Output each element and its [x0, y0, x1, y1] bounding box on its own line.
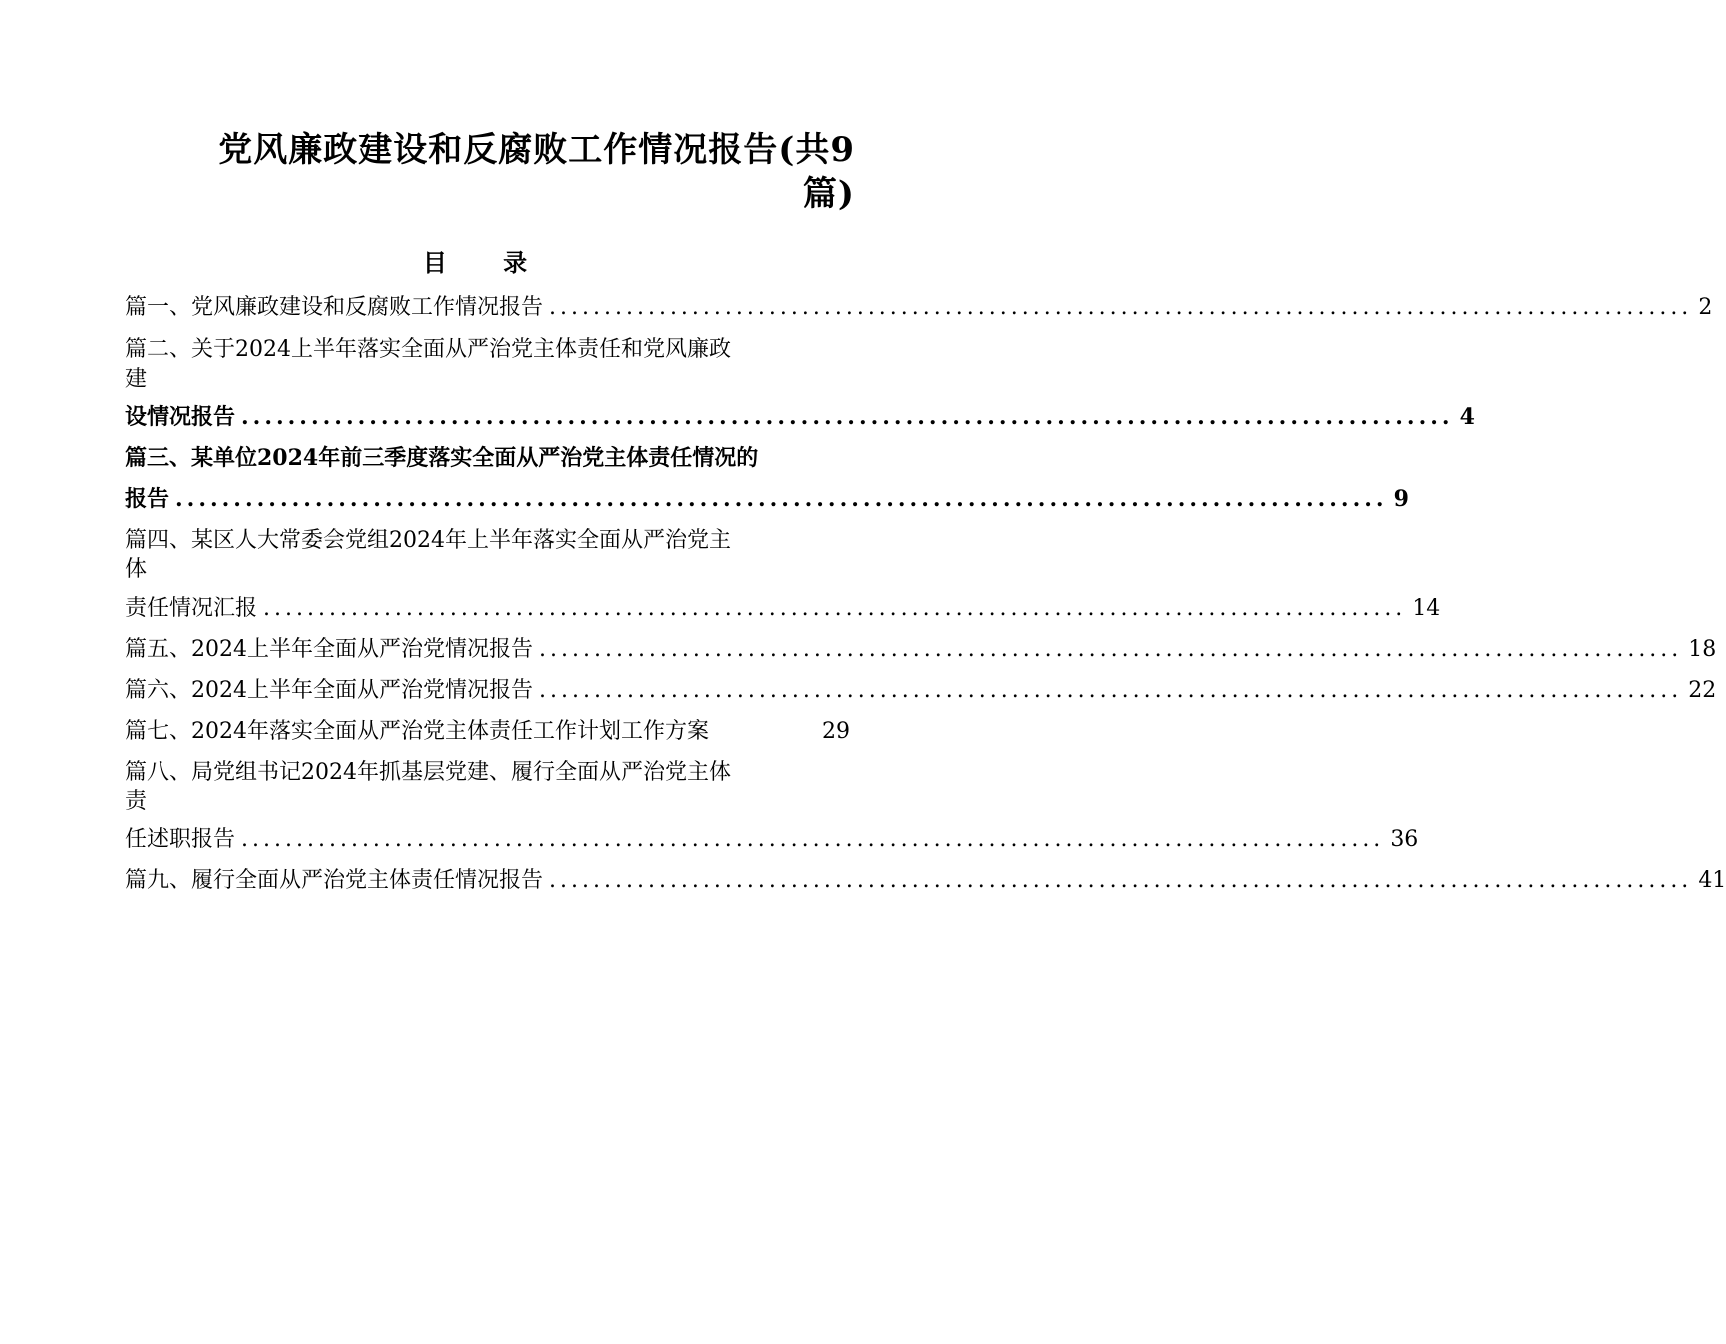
- toc-entry-2[interactable]: [125, 335, 850, 365]
- toc-entry-text: 责: [125, 789, 148, 814]
- toc-leader: ........................................................................................................: [175, 486, 1388, 512]
- toc-entry-text: 责任情况汇报: [125, 596, 258, 621]
- toc-entry-8-cont[interactable]: 任述职报告 ........................................................................................................ 36: [125, 825, 850, 855]
- toc-entry-text: 篇一、党风廉政建设和反腐败工作情况报告: [125, 295, 544, 320]
- toc-leader: ........................................................................................................: [549, 868, 1693, 893]
- toc-entry-6[interactable]: 篇六、2024上半年全面从严治党情况报告 ........................................................................................................ 22: [125, 676, 850, 706]
- toc-leader: ........................................................................................................: [539, 678, 1683, 703]
- toc-leader: ........................................................................................................: [549, 295, 1693, 320]
- toc-leader: ........................................................................................................: [241, 404, 1454, 430]
- toc-entry-8-wrap: [125, 787, 850, 817]
- toc-entry-4-wrap: [125, 555, 850, 585]
- toc-entry-4[interactable]: [125, 526, 850, 556]
- toc-entry-text: 报告: [125, 486, 170, 512]
- toc-entry-text: 篇六、2024上半年全面从严治党情况报告: [125, 678, 533, 703]
- toc-entry-text: 篇五、2024上半年全面从严治党情况报告: [125, 637, 533, 662]
- toc-entry-text: 建: [125, 367, 148, 392]
- toc-entry-2-wrap: [125, 365, 850, 395]
- toc-entry-text: 篇四、某区人大常委会党组2024年上半年落实全面从严治党主: [125, 528, 731, 553]
- toc-entry-text: 任述职报告: [125, 827, 236, 852]
- toc-heading: 目 录: [422, 248, 552, 277]
- toc-entry-2-cont[interactable]: 设情况报告 ........................................................................................................ 4: [125, 404, 1475, 430]
- toc-entry-9[interactable]: 篇九、履行全面从严治党主体责任情况报告 ........................................................................................................ 41: [125, 866, 850, 896]
- toc-entry-text: 篇七、2024年落实全面从严治党主体责任工作计划工作方案: [125, 719, 709, 744]
- toc-entry-5[interactable]: 篇五、2024上半年全面从严治党情况报告 ........................................................................................................ 18: [125, 635, 850, 665]
- toc-page-number: 29: [822, 719, 850, 744]
- toc-entry-text: 篇八、局党组书记2024年抓基层党建、履行全面从严治党主体: [125, 760, 731, 785]
- toc-entry-text: 体: [125, 557, 148, 582]
- toc-entry-7[interactable]: [125, 717, 850, 747]
- title-line-2: 篇): [802, 174, 855, 214]
- toc-leader: ........................................................................................................: [263, 596, 1407, 621]
- toc-entry-text: 篇三、某单位2024年前三季度落实全面从严治党主体责任情况的: [125, 445, 759, 471]
- title-line-1: 党风廉政建设和反腐败工作情况报告(共9: [218, 130, 855, 170]
- toc-entry-text: 篇二、关于2024上半年落实全面从严治党主体责任和党风廉政: [125, 337, 731, 362]
- toc-entry-1[interactable]: 篇一、党风廉政建设和反腐败工作情况报告 ........................................................................................................ 2: [125, 293, 850, 323]
- toc-entry-3[interactable]: [125, 443, 850, 473]
- document-title: [150, 128, 855, 216]
- toc-entry-8[interactable]: [125, 758, 850, 788]
- toc-leader: ........................................................................................................: [539, 637, 1683, 662]
- toc-entry-3-cont[interactable]: 报告 ........................................................................................................ 9: [125, 486, 1409, 512]
- toc-entry-4-cont[interactable]: 责任情况汇报 ........................................................................................................ 14: [125, 594, 850, 624]
- toc-leader: ........................................................................................................: [241, 827, 1385, 852]
- toc-entry-text: 篇九、履行全面从严治党主体责任情况报告: [125, 868, 544, 893]
- toc-entry-text: 设情况报告: [125, 404, 236, 430]
